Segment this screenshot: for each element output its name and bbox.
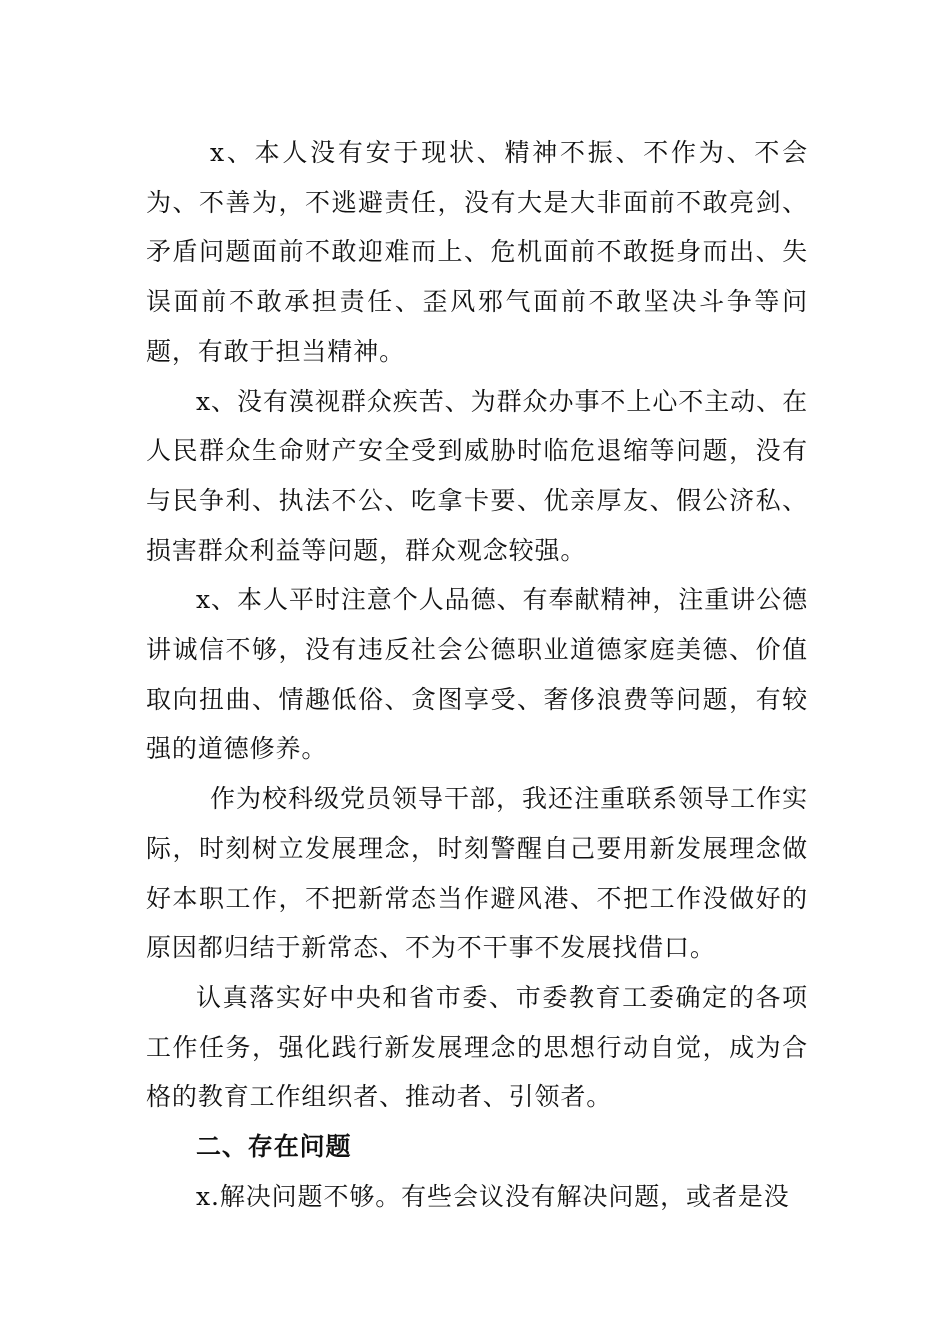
- section-heading: 二、存在问题: [196, 1132, 352, 1162]
- paragraph-problem-1: x.解决问题不够。有些会议没有解决问题，或者是没: [196, 1181, 790, 1211]
- paragraph-tasks: 认真落实好中央和省市委、市委教育工委确定的各项工作任务，强化践行新发展理念的思想行动自觉，成为合格的教育工作组织者、推动者、引领者。: [146, 982, 808, 1112]
- document-body: [146, 128, 808, 1221]
- paragraph-morality: x、本人平时注意个人品德、有奉献精神，注重讲公德讲诚信不够，没有违反社会公德职业道德家庭美德、价值取向扭曲、情趣低俗、贪图享受、奢侈浪费等问题，有较强的道德修养。: [146, 585, 808, 764]
- paragraph-responsibility: x、本人没有安于现状、精神不振、不作为、不会为、不善为，不逃避责任，没有大是大非面前不敢亮剑、矛盾问题面前不敢迎难而上、危机面前不敢挺身而出、失误面前不敢承担责任、歪风邪气面前不敢坚决斗争等问题，有敢于担当精神。: [146, 138, 808, 366]
- paragraph-masses: x、没有漠视群众疾苦、为群众办事不上心不主动、在人民群众生命财产安全受到威胁时临危退缩等问题，没有与民争利、执法不公、吃拿卡要、优亲厚友、假公济私、损害群众利益等问题，群众观念较强。: [146, 386, 808, 565]
- paragraph-development: 作为校科级党员领导干部，我还注重联系领导工作实际，时刻树立发展理念，时刻警醒自己要用新发展理念做好本职工作，不把新常态当作避风港、不把工作没做好的原因都归结于新常态、不为不干事不发展找借口。: [146, 784, 808, 963]
